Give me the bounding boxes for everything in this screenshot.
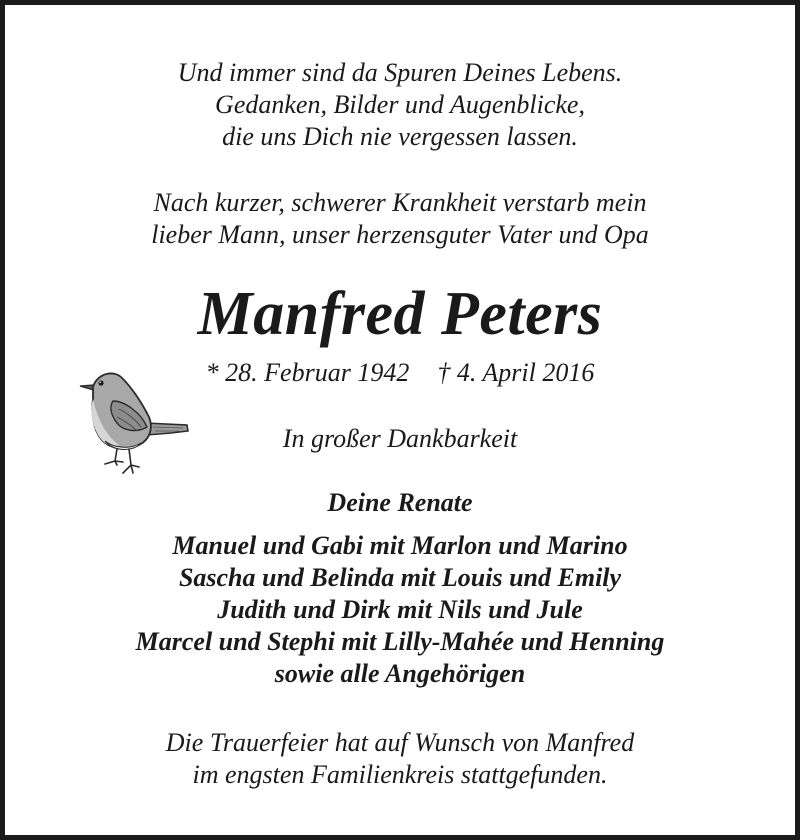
mourner-line-4: Marcel und Stephi mit Lilly-Mahée und Henning [135,627,665,656]
intro-line-2: lieber Mann, unser herzensguter Vater und Opa [151,220,649,249]
closing-line-2: im engsten Familienkreis stattgefunden. [192,760,608,789]
poem-line-1: Und immer sind da Spuren Deines Lebens. [177,58,623,87]
robin-bird-illustration [75,361,195,481]
poem-line-2: Gedanken, Bilder und Augenblicke, [215,90,585,119]
mourner-line-1: Manuel und Gabi mit Marlon und Marino [172,531,628,560]
birth-date: * 28. Februar 1942 [205,358,410,387]
intro-line-1: Nach kurzer, schwerer Krankheit verstarb mein [153,188,647,217]
closing-line-1: Die Trauerfeier hat auf Wunsch von Manfred [165,728,635,757]
mourner-line-5: sowie alle Angehörigen [274,659,526,688]
mourner-line-2: Sascha und Belinda mit Louis und Emily [178,563,622,592]
mourner-line-3: Judith und Dirk mit Nils und Jule [217,595,583,624]
mourner-wife: Deine Renate [327,488,473,517]
death-date: † 4. April 2016 [437,358,595,387]
gratitude-line: In großer Dankbarkeit [282,424,518,453]
poem-line-3: die uns Dich nie vergessen lassen. [222,122,578,151]
deceased-name: Manfred Peters [197,280,603,348]
